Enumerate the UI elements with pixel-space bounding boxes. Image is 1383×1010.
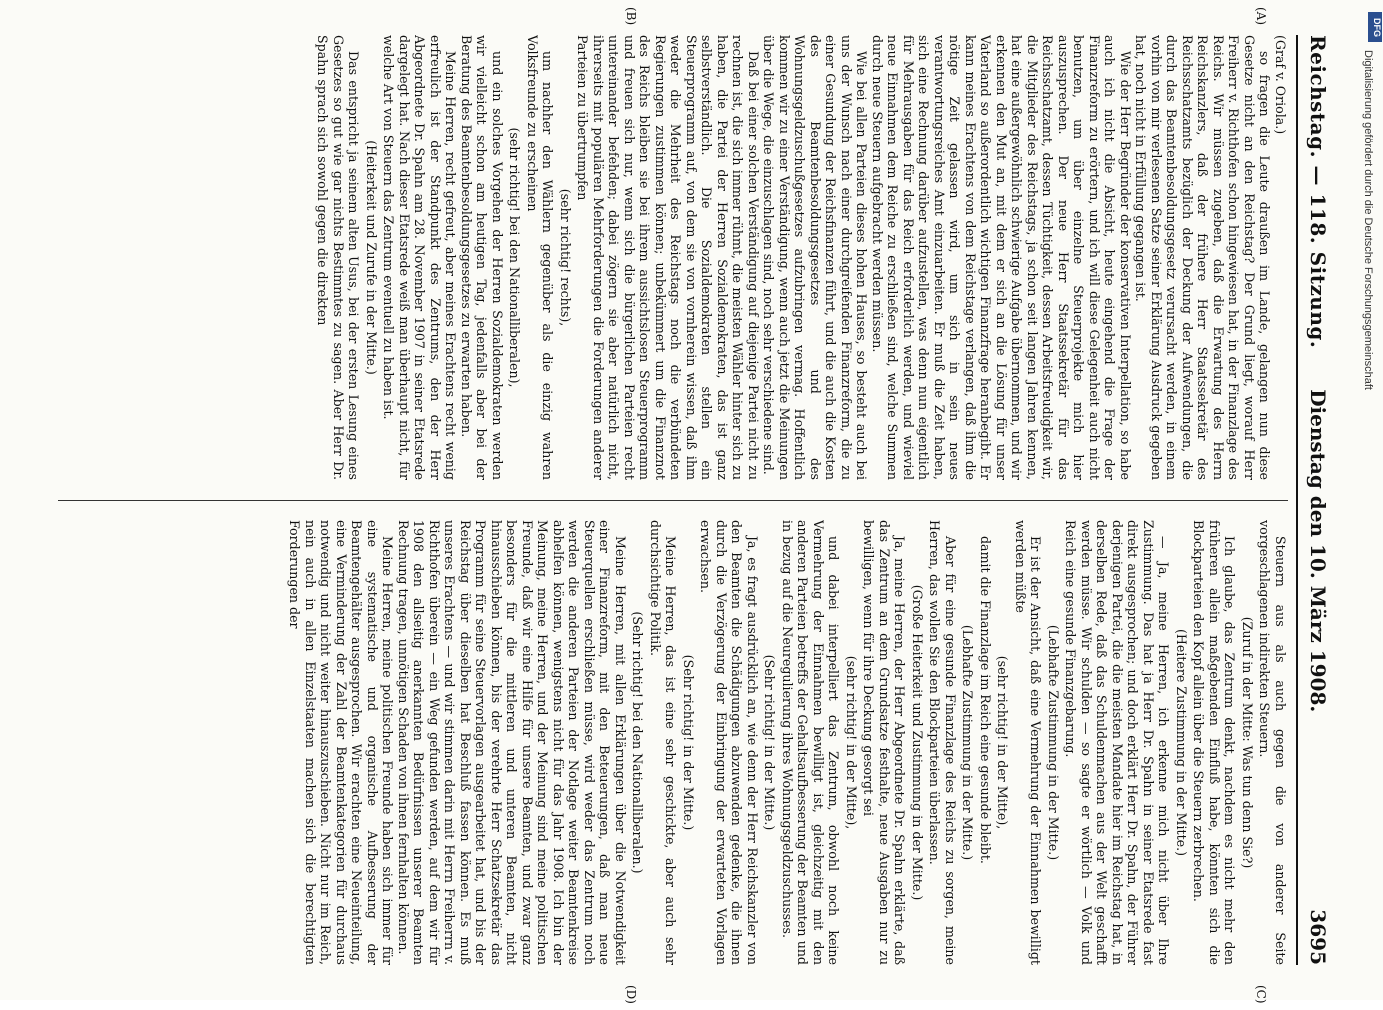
paragraph: und ein solches Vorgehen der Herren Sozialdemokraten werden wir vielleicht schon am heutigen Tag, jedenfalls aber bei der Beratung des Beamtenbesoldungsgesetzes zu erwarten haben.	[459, 35, 505, 480]
interjection: (Lebhafte Zustimmung in der Mitte.)	[1046, 624, 1061, 861]
paragraph: Meine Herren, mit allen Erklärungen über die Notwendigkeit einer Finanzreform, mit den Beteuerungen, daß man neue Steuerquellen erschließen müsse, wird weder das Zentrum noch werden die anderen Parteien der Notlage weiter Beamtenkreise abhelfen können, wenigstens nicht für das Jahr 1908. Ich bin der Meinung, meine Herren, und der Meinung sind meine politischen Freunde, daß wir eine Hilfe für unsere Beamten, und zwar ganz besonders für die mittleren und unteren Beamten, nicht hinausschieben können, bis der verehrte Herr Schatzsekretär das Programm für seine Steuervorlagen ausgearbeitet hat, und bis der Reichstag über dieselben hat Beschluß fassen können. Es muß unseres Erachtens — und wir stimmen darin mit Herrn Freiherrn v. Richthofen überein — ein Weg gefunden werden, auf dem wir für 1908 den allseitig anerkannten Bedürfnissen unserer Beamten Rechnung tragen, unnötigen Schaden von ihnen fernhalten können.	[396, 520, 628, 965]
header-session-title: Reichstag. — 118. Sitzung.	[1306, 35, 1330, 349]
dfg-logo: DFG	[1368, 12, 1382, 42]
margin-marker-a: (A)	[1254, 7, 1268, 26]
paragraph: um nachher den Wählern gegenüber als die einzig wahren Volksfreunde zu erscheinen	[525, 35, 556, 480]
interjection: (sehr richtig! in der Mitte),	[995, 655, 1011, 830]
interjection: (sehr richtig! rechts),	[558, 188, 573, 327]
interjection: (sehr richtig! bei den Nationalliberalen),	[507, 127, 523, 388]
header-date	[1306, 389, 1330, 965]
paragraph: Ja, meine Herren, der Herr Abgeordnete Dr. Spahn erklärte, daß das Zentrum an dem Grundsatze festhalte, neue Ausgaben nur zu bewilligen, wenn für ihre Deckung gesorgt sei	[861, 520, 908, 965]
interjection: (Sehr richtig! bei den Nationalliberalen.)	[630, 611, 646, 874]
speaker-name: (Graf v. Oriola.)	[1273, 35, 1288, 135]
paragraph: — Ja, meine Herren, ich erkenne mich nicht über Ihre Zustimmung. Das hat ja Herr Dr. Spahn in seiner Etatsrede fast direkt ausgesprochen; und doch erklärt Herr Dr. Spahn, der Führer derjenigen Partei, die die meisten Mandate hier im Reichstag hat, in derselben Rede, daß das Schuldenmachen aus der Welt geschafft werden müsse. Wir schulden — so sagte er wörtlich — Volk und Reich eine gesunde Finanzgebarung.	[1063, 520, 1172, 965]
interjection: (Sehr richtig! in der Mitte.)	[681, 654, 696, 831]
interjection: (Heitere Zustimmung in der Mitte.)	[1174, 628, 1189, 857]
header-date-text: Dienstag den 10. März 1908.	[1306, 389, 1330, 713]
paragraph: Meine Herren, meine politischen Freunde haben sich immer für eine systematische und organische Aufbesserung der Beamtengehälter ausgesprochen. Wir erachten eine Neueinteilung, eine Verminderung der Zahl der Beamtenkategorien für durchaus notwendig und nicht weiter hinauszuschieben. Nicht nur im Reich, nein auch in allen Einzelstaaten machen sich die berechtigten Forderungen der	[287, 520, 396, 965]
interjection: (Große Heiterkeit und Zustimmung in der Mitte.)	[910, 584, 925, 901]
credit-strip	[1360, 50, 1374, 1010]
paragraph: Daß bei einer solchen Verständigung auf diejenige Partei nicht zu rechnen ist, die sich immer rühmt, die meisten Wähler hinter sich zu haben, die Partei der Herren Sozialdemokraten, das ist ganz selbstverständlich. Die Sozialdemokraten stellen ein Steuerprogramm auf, von dem sie von vornherein wissen, daß ihm weder die Mehrheit des Reichstags noch die verbündeten Regierungen zustimmen können; unbekümmert um die Finanznot des Reichs bleiben sie bei ihrem aussichtslosen Steuerprogramm und freuen sich nur, wenn sich die bürgerlichen Parteien recht untereinander befehden; dabei zögern sie aber natürlich nicht, ihrerseits mit populären Mehrforderungen die Forderungen anderer Parteien zu übertrumpfen	[575, 35, 761, 480]
page-header	[1298, 35, 1338, 965]
interjection: (Sehr richtig! in der Mitte.)	[762, 654, 778, 831]
column-divider	[58, 500, 1288, 501]
text-column-left	[53, 35, 1288, 480]
margin-marker-d: (D)	[624, 985, 638, 1004]
margin-marker-b: (B)	[624, 7, 638, 26]
paragraph: und dabei interpelliert das Zentrum, obwohl noch keine Vermehrung der Einnahmen bewilligt ist, gleichzeitig mit den anderen Parteien betreffs der Gehaltsaufbesserung der Beamten und in bezug auf die Neuregulierung ihres Wohnungsgeldzuschusses.	[780, 520, 842, 965]
interjection: (sehr richtig! in der Mitte),	[844, 655, 859, 830]
paragraph: Meine Herren, das ist eine sehr geschickte, aber auch sehr durchsichtige Politik.	[648, 520, 679, 965]
credit-text: Digitalisierung gefördert durch die Deutsche Forschungsgemeinschaft	[1362, 50, 1374, 390]
paragraph: Er ist der Ansicht, daß eine Vermehrung der Einnahmen bewilligt werden müßte	[1013, 520, 1044, 965]
paragraph: Ja, es fragt ausdrücklich an, wie denn der Herr Reichskanzler von den Beamten die Schädigungen abzuwenden gedenke, die ihnen durch die Verzögerung der Einbringung der erwarteten Vorlagen erwachsen.	[698, 520, 760, 965]
interjection: (Zuruf in der Mitte: Was tun denn Sie?)	[1240, 616, 1255, 869]
paragraph: Steuern aus als auch gegen die von anderer Seite vorgeschlagenen indirekten Steuern.	[1257, 520, 1288, 965]
paragraph: Ich glaube, das Zentrum denkt, nachdem es nicht mehr den früheren allein maßgebenden Einfluß habe, könnten sich die Blockparteien den Kopf allein über die Steuern zerbrechen.	[1191, 520, 1238, 965]
interjection: (Heiterkeit und Zurufe in der Mitte.)	[364, 140, 379, 375]
paragraph: Aber für eine gesunde Finanzlage des Reichs zu sorgen, meine Herren, das wollen Sie den Blockparteien überlassen.	[927, 520, 958, 965]
margin-marker-c: (C)	[1254, 985, 1268, 1004]
paragraph: Das entspricht ja seinem alten Usus, bei der ersten Lesung eines Gesetzes so gut wie gar nichts Bestimmtes zu sagen. Aber Herr Dr. Spahn sprach sich sowohl gegen die direkten	[315, 35, 362, 480]
interjection: (Lebhafte Zustimmung in der Mitte.)	[960, 624, 976, 861]
paragraph: damit die Finanzlage im Reich eine gesunde bleibt.	[978, 536, 993, 864]
paragraph: Wie der Herr Begründer der konservativen Interpellation, so habe auch ich nicht die Absicht, heute eingehend die Frage der Finanzreform zu erörtern, und ich will diese Gelegenheit auch nicht benutzen, um über einzelne Steuerprojekte mich hier auszusprechen. Der neue Herr Staatssekretär für das Reichsschatzamt, dessen Tüchtigkeit, dessen Arbeitsfreudigkeit wir, die Mitglieder des Reichstags, ja schon seit langen Jahren kennen, hat eine außergewöhnlich schwierige Aufgabe übernommen, und wir erkennen den Mut an, mit dem er sich an die Lösung für unser Vaterland so außerordentlich wichtigen Finanzfrage heranbegibt. Er kann meines Erachtens von dem Reichstage verlangen, daß ihm die nötige Zeit gelassen wird, um sich in sein neues verantwortungsreiches Amt einzuarbeiten. Er muß die Zeit haben, sich eine Rechnung darüber aufzustellen, was denn nun eigentlich für Mehrausgaben für das Reich erforderlich werden, und wieviel neue Einnahmen dem Reiche zu erschließen sind, welche Summen durch neue Steuern aufgebracht werden müssen.	[870, 35, 1133, 480]
paragraph: Meine Herren, recht gefreut, aber meines Erachtens recht wenig erfreulich ist der Standpunkt des Zentrums, den der Herr Abgeordnete Dr. Spahn am 28. November 1907 in seiner Etatsrede dargelegt hat. Nach dieser Etatsrede weiß man überhaupt nicht, für welche Art von Steuern das Zentrum eventuell zu haben ist.	[381, 35, 459, 480]
rotated-document-page	[48, 7, 1338, 1004]
paragraph: so fragen die Leute draußen im Lande, gelangen nun diese Gesetze nicht an den Reichstag? Der Grund liegt, worauf Herr Freiherr v. Richthofen schon hingewiesen hat, in der Finanzlage des Reichs. Wir müssen zugeben, daß die Erwartung des Herrn Reichskanzlers, daß der frühere Herr Staatssekretär des Reichsschatzamts bezüglich der Deckung der Aufwendungen, die durch das Beamtenbesoldungsgesetz verursacht werden, in einem vorhin von mir verlesenen Satze seiner Erklärung Ausdruck gegeben hat, noch nicht in Erfüllung gegangen ist.	[1133, 35, 1273, 480]
header-rule	[1296, 35, 1298, 965]
text-column-right	[53, 520, 1288, 965]
page-number: 3695	[1306, 909, 1330, 965]
paragraph: Wie bei allen Parteien dieses hohen Hauses, so besteht auch bei uns der Wunsch nach einer durchgreifenden Finanzreform, die zu einer Gesundung der Reichsfinanzen führt, und die auch die Kosten des Beamtenbesoldungsgesetzes und des Wohnungsgeldzuschußgesetzes aufzubringen vermag. Hoffentlich kommen wir zu einer Verständigung, wenn auch jetzt die Meinungen über die Wege, die einzuschlagen sind, noch sehr verschiedene sind.	[761, 35, 870, 480]
